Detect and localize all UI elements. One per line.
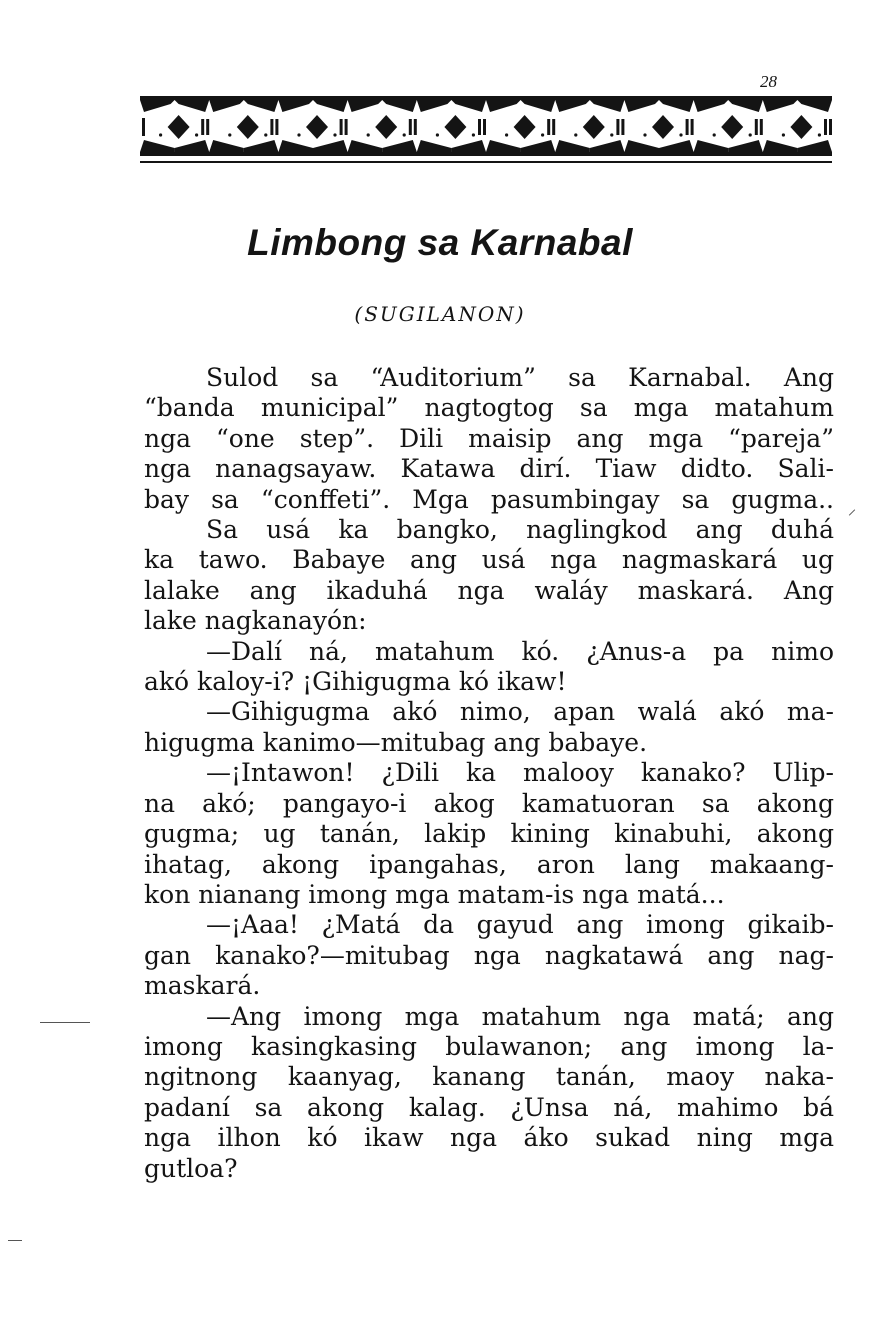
- body-line: —Dalí ná, matahum kó. ¿Anus-a pa nimo: [206, 636, 834, 666]
- body-line: padaní sa akong kalag. ¿Unsa ná, mahimo bá: [144, 1092, 834, 1122]
- body-line: kon nianang imong mga matam-is nga matá...: [144, 879, 725, 909]
- margin-mark: [40, 1022, 90, 1023]
- story-title: Limbong sa Karnabal: [247, 222, 633, 263]
- body-line: ihatag, akong ipangahas, aron lang makaang-: [144, 849, 834, 879]
- story-body: [144, 363, 834, 1184]
- margin-mark: [849, 509, 855, 515]
- body-line: gutloa?: [144, 1153, 238, 1183]
- body-line: Sulod sa “Auditorium” sa Karnabal. Ang: [206, 363, 834, 392]
- body-line: nga ilhon kó ikaw nga áko sukad ning mga: [144, 1123, 834, 1153]
- story-subtitle: (SUGILANON): [354, 302, 526, 326]
- body-line: gan kanako?—mitubag nga nagkatawá ang nag-: [144, 940, 834, 970]
- body-line: “banda municipal” nagtogtog sa mga matahum: [144, 393, 834, 423]
- body-line: akó kaloy-i? ¡Gihigugma kó ikaw!: [144, 667, 567, 697]
- body-line: ka tawo. Babaye ang usá nga nagmaskará ug: [144, 545, 834, 575]
- decorative-border-ornament: [140, 90, 832, 168]
- body-line: —Ang imong mga matahum nga matá; ang: [206, 1001, 834, 1031]
- body-line: —Gihigugma akó nimo, apan walá akó ma-: [206, 697, 834, 727]
- body-line: maskará.: [144, 971, 261, 1001]
- body-line: lake nagkanayón:: [144, 606, 367, 636]
- body-line: imong kasingkasing bulawanon; ang imong la-: [144, 1031, 834, 1061]
- body-line: —¡Aaa! ¿Matá da gayud ang imong gikaib-: [206, 910, 834, 940]
- body-line: higugma kanimo—mitubag ang babaye.: [144, 727, 648, 757]
- page-number: 28: [760, 72, 777, 91]
- body-line: Sa usá ka bangko, naglingkod ang duhá: [206, 515, 834, 545]
- body-line: lalake ang ikaduhá nga waláy maskará. Ang: [144, 575, 834, 605]
- body-line: ngitnong kaanyag, kanang tanán, maoy naka-: [144, 1062, 834, 1092]
- body-line: gugma; ug tanán, lakip kining kinabuhi, akong: [144, 819, 834, 849]
- body-line: na akó; pangayo-i akog kamatuoran sa akong: [144, 788, 834, 818]
- body-line: nga “one step”. Dili maisip ang mga “pareja”: [144, 423, 834, 453]
- body-line: —¡Intawon! ¿Dili ka malooy kanako? Ulip-: [206, 758, 834, 788]
- body-line: bay sa “conffeti”. Mga pasumbingay sa gugma..: [144, 484, 834, 514]
- body-line: nga nanagsayaw. Katawa dirí. Tiaw didto. Sali-: [144, 454, 834, 484]
- margin-mark: [8, 1240, 22, 1241]
